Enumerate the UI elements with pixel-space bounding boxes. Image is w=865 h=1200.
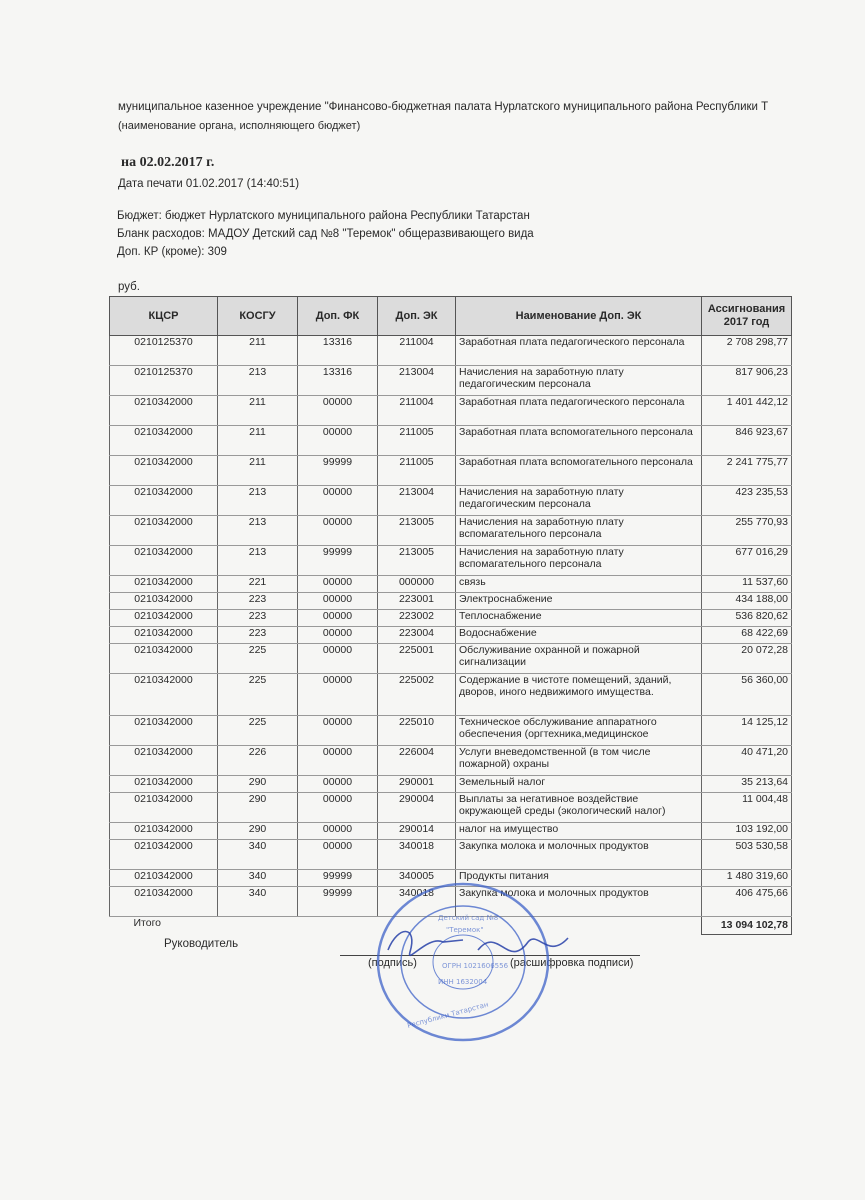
cell-kcsr: 0210342000 [110, 610, 218, 627]
cell-amount: 536 820,62 [702, 610, 792, 627]
cell-fk: 99999 [298, 546, 378, 576]
cell-amount: 35 213,64 [702, 776, 792, 793]
svg-text:Детский сад №8: Детский сад №8 [438, 914, 499, 922]
cell-kcsr: 0210342000 [110, 644, 218, 674]
cell-kcsr: 0210342000 [110, 546, 218, 576]
table-row [110, 396, 792, 426]
cell-kosgu: 226 [218, 746, 298, 776]
signature-caption: (подпись) [368, 957, 417, 969]
table-row [110, 716, 792, 746]
cell-name: налог на имущество [456, 823, 702, 840]
table-row [110, 336, 792, 366]
cell-fk: 00000 [298, 627, 378, 644]
cell-kcsr: 0210342000 [110, 746, 218, 776]
cell-fk: 99999 [298, 456, 378, 486]
cell-fk: 00000 [298, 793, 378, 823]
cell-fk: 00000 [298, 674, 378, 716]
col-kosgu-header: КОСГУ [218, 297, 298, 336]
cell-ek: 225001 [378, 644, 456, 674]
signature-decode-caption: (расшифровка подписи) [510, 957, 634, 969]
cell-kcsr: 0210342000 [110, 793, 218, 823]
cell-kcsr: 0210342000 [110, 823, 218, 840]
cell-kcsr: 0210342000 [110, 486, 218, 516]
cell-kosgu: 290 [218, 776, 298, 793]
svg-text:"Теремок": "Теремок" [446, 926, 484, 934]
cell-name: Содержание в чистоте помещений, зданий, дворов, иного недвижимого имущества. [456, 674, 702, 716]
cell-amount: 434 188,00 [702, 593, 792, 610]
cell-name: Заработная плата педагогического персонала [456, 336, 702, 366]
col-name-header: Наименование Доп. ЭК [456, 297, 702, 336]
cell-fk: 00000 [298, 516, 378, 546]
cell-kosgu: 211 [218, 456, 298, 486]
cell-kosgu: 225 [218, 674, 298, 716]
table-row [110, 746, 792, 776]
cell-amount: 406 475,66 [702, 887, 792, 917]
cell-kosgu: 340 [218, 870, 298, 887]
cell-kosgu: 213 [218, 546, 298, 576]
cell-name: Теплоснабжение [456, 610, 702, 627]
cell-name: Закупка молока и молочных продуктов [456, 840, 702, 870]
cell-ek: 226004 [378, 746, 456, 776]
cell-kcsr: 0210342000 [110, 516, 218, 546]
table-row [110, 546, 792, 576]
budget-line: Бюджет: бюджет Нурлатского муниципального района Республики Татарстан [117, 210, 530, 222]
cell-kcsr: 0210342000 [110, 456, 218, 486]
currency-units: руб. [118, 281, 140, 293]
cell-name: связь [456, 576, 702, 593]
cell-fk: 00000 [298, 746, 378, 776]
cell-kcsr: 0210342000 [110, 674, 218, 716]
cell-name: Начисления на заработную плату педагогическим персонала [456, 486, 702, 516]
cell-kcsr: 0210125370 [110, 366, 218, 396]
cell-ek: 340005 [378, 870, 456, 887]
cell-amount: 423 235,53 [702, 486, 792, 516]
expense-form-line: Бланк расходов: МАДОУ Детский сад №8 "Теремок" общеразвивающего вида [117, 228, 534, 240]
cell-kosgu: 223 [218, 593, 298, 610]
cell-kcsr: 0210342000 [110, 593, 218, 610]
col-dop-fk-header: Доп. ФК [298, 297, 378, 336]
cell-kosgu: 223 [218, 610, 298, 627]
cell-kcsr: 0210125370 [110, 336, 218, 366]
cell-name: Земельный налог [456, 776, 702, 793]
cell-name: Продукты питания [456, 870, 702, 887]
cell-kosgu: 340 [218, 840, 298, 870]
cell-kosgu: 223 [218, 627, 298, 644]
dop-kr-line: Доп. КР (кроме): 309 [117, 246, 227, 258]
cell-kosgu: 213 [218, 486, 298, 516]
cell-kcsr: 0210342000 [110, 627, 218, 644]
cell-ek: 225002 [378, 674, 456, 716]
cell-kosgu: 211 [218, 336, 298, 366]
cell-fk: 00000 [298, 396, 378, 426]
cell-amount: 14 125,12 [702, 716, 792, 746]
cell-ek: 290001 [378, 776, 456, 793]
cell-fk: 13316 [298, 336, 378, 366]
cell-name: Водоснабжение [456, 627, 702, 644]
cell-name: Заработная плата вспомогательного персонала [456, 426, 702, 456]
table-row [110, 840, 792, 870]
table-body [110, 336, 792, 935]
cell-fk: 00000 [298, 593, 378, 610]
table-row [110, 486, 792, 516]
table-row [110, 456, 792, 486]
cell-name: Начисления на заработную плату вспомагательного персонала [456, 546, 702, 576]
report-date-heading: на 02.02.2017 г. [121, 155, 215, 170]
total-label: Итого [110, 917, 702, 935]
cell-fk: 00000 [298, 840, 378, 870]
cell-name: Начисления на заработную плату педагогическим персонала [456, 366, 702, 396]
table-row [110, 593, 792, 610]
cell-fk: 13316 [298, 366, 378, 396]
cell-kosgu: 213 [218, 366, 298, 396]
cell-fk: 00000 [298, 716, 378, 746]
table-row [110, 576, 792, 593]
table-row [110, 366, 792, 396]
cell-kcsr: 0210342000 [110, 870, 218, 887]
cell-amount: 503 530,58 [702, 840, 792, 870]
cell-ek: 211005 [378, 456, 456, 486]
svg-text:ИНН 1632004: ИНН 1632004 [438, 978, 488, 986]
cell-ek: 211004 [378, 396, 456, 426]
cell-kosgu: 213 [218, 516, 298, 546]
cell-ek: 213005 [378, 546, 456, 576]
cell-fk: 00000 [298, 776, 378, 793]
cell-amount: 846 923,67 [702, 426, 792, 456]
cell-amount: 817 906,23 [702, 366, 792, 396]
col-amount-header: Ассигнования 2017 год [702, 297, 792, 336]
cell-name: Начисления на заработную плату вспомагательного персонала [456, 516, 702, 546]
cell-kcsr: 0210342000 [110, 776, 218, 793]
cell-ek: 290004 [378, 793, 456, 823]
table-row [110, 793, 792, 823]
cell-kcsr: 0210342000 [110, 887, 218, 917]
col-kcsr-header: КЦСР [110, 297, 218, 336]
cell-amount: 68 422,69 [702, 627, 792, 644]
cell-kcsr: 0210342000 [110, 396, 218, 426]
total-amount: 13 094 102,78 [702, 917, 792, 935]
cell-amount: 255 770,93 [702, 516, 792, 546]
cell-kosgu: 225 [218, 644, 298, 674]
appropriations-table [109, 296, 792, 935]
cell-kosgu: 290 [218, 823, 298, 840]
cell-kcsr: 0210342000 [110, 426, 218, 456]
cell-ek: 213004 [378, 486, 456, 516]
cell-kcsr: 0210342000 [110, 840, 218, 870]
cell-amount: 11 537,60 [702, 576, 792, 593]
cell-kosgu: 221 [218, 576, 298, 593]
cell-kosgu: 290 [218, 793, 298, 823]
cell-ek: 213005 [378, 516, 456, 546]
table-row [110, 674, 792, 716]
cell-ek: 211004 [378, 336, 456, 366]
cell-fk: 00000 [298, 644, 378, 674]
cell-ek: 223004 [378, 627, 456, 644]
institution-stamp [368, 880, 588, 1060]
table-row [110, 644, 792, 674]
signature-role: Руководитель [164, 938, 239, 950]
cell-fk: 00000 [298, 426, 378, 456]
cell-ek: 340018 [378, 887, 456, 917]
cell-amount: 1 401 442,12 [702, 396, 792, 426]
table-header-row [110, 297, 792, 336]
cell-fk: 00000 [298, 610, 378, 627]
cell-amount: 40 471,20 [702, 746, 792, 776]
table-row [110, 823, 792, 840]
cell-kcsr: 0210342000 [110, 576, 218, 593]
cell-amount: 103 192,00 [702, 823, 792, 840]
table-row [110, 776, 792, 793]
cell-ek: 223002 [378, 610, 456, 627]
cell-name: Выплаты за негативное воздействие окружающей среды (экологический налог) [456, 793, 702, 823]
svg-text:Республики Татарстан: Республики Татарстан [406, 1000, 490, 1030]
organization-name: муниципальное казенное учреждение "Финансово-бюджетная палата Нурлатского муниципального района Республики Т [118, 101, 769, 113]
cell-name: Электроснабжение [456, 593, 702, 610]
cell-amount: 1 480 319,60 [702, 870, 792, 887]
svg-text:ОГРН 1021606556: ОГРН 1021606556 [442, 962, 509, 970]
table-row [110, 627, 792, 644]
cell-ek: 211005 [378, 426, 456, 456]
cell-ek: 213004 [378, 366, 456, 396]
cell-kosgu: 211 [218, 426, 298, 456]
cell-kosgu: 225 [218, 716, 298, 746]
cell-ek: 340018 [378, 840, 456, 870]
cell-kosgu: 340 [218, 887, 298, 917]
cell-amount: 20 072,28 [702, 644, 792, 674]
cell-amount: 2 241 775,77 [702, 456, 792, 486]
cell-fk: 00000 [298, 486, 378, 516]
cell-amount: 56 360,00 [702, 674, 792, 716]
cell-name: Услуги вневедомственной (в том числе пожарной) охраны [456, 746, 702, 776]
cell-kcsr: 0210342000 [110, 716, 218, 746]
cell-kosgu: 211 [218, 396, 298, 426]
organization-caption: (наименование органа, исполняющего бюджет) [118, 120, 361, 132]
cell-fk: 99999 [298, 887, 378, 917]
cell-ek: 223001 [378, 593, 456, 610]
cell-fk: 99999 [298, 870, 378, 887]
cell-ek: 290014 [378, 823, 456, 840]
cell-amount: 11 004,48 [702, 793, 792, 823]
cell-ek: 225010 [378, 716, 456, 746]
cell-ek: 000000 [378, 576, 456, 593]
cell-fk: 00000 [298, 823, 378, 840]
cell-amount: 2 708 298,77 [702, 336, 792, 366]
table-row [110, 426, 792, 456]
cell-name: Техническое обслуживание аппаратного обеспечения (оргтехника,медицинское [456, 716, 702, 746]
cell-name: Заработная плата педагогического персонала [456, 396, 702, 426]
table-row [110, 516, 792, 546]
cell-amount: 677 016,29 [702, 546, 792, 576]
cell-name: Обслуживание охранной и пожарной сигнализации [456, 644, 702, 674]
cell-name: Заработная плата вспомогательного персонала [456, 456, 702, 486]
col-dop-ek-header: Доп. ЭК [378, 297, 456, 336]
cell-fk: 00000 [298, 576, 378, 593]
cell-name: Закупка молока и молочных продуктов [456, 887, 702, 917]
table-row [110, 610, 792, 627]
print-date: Дата печати 01.02.2017 (14:40:51) [118, 178, 300, 190]
